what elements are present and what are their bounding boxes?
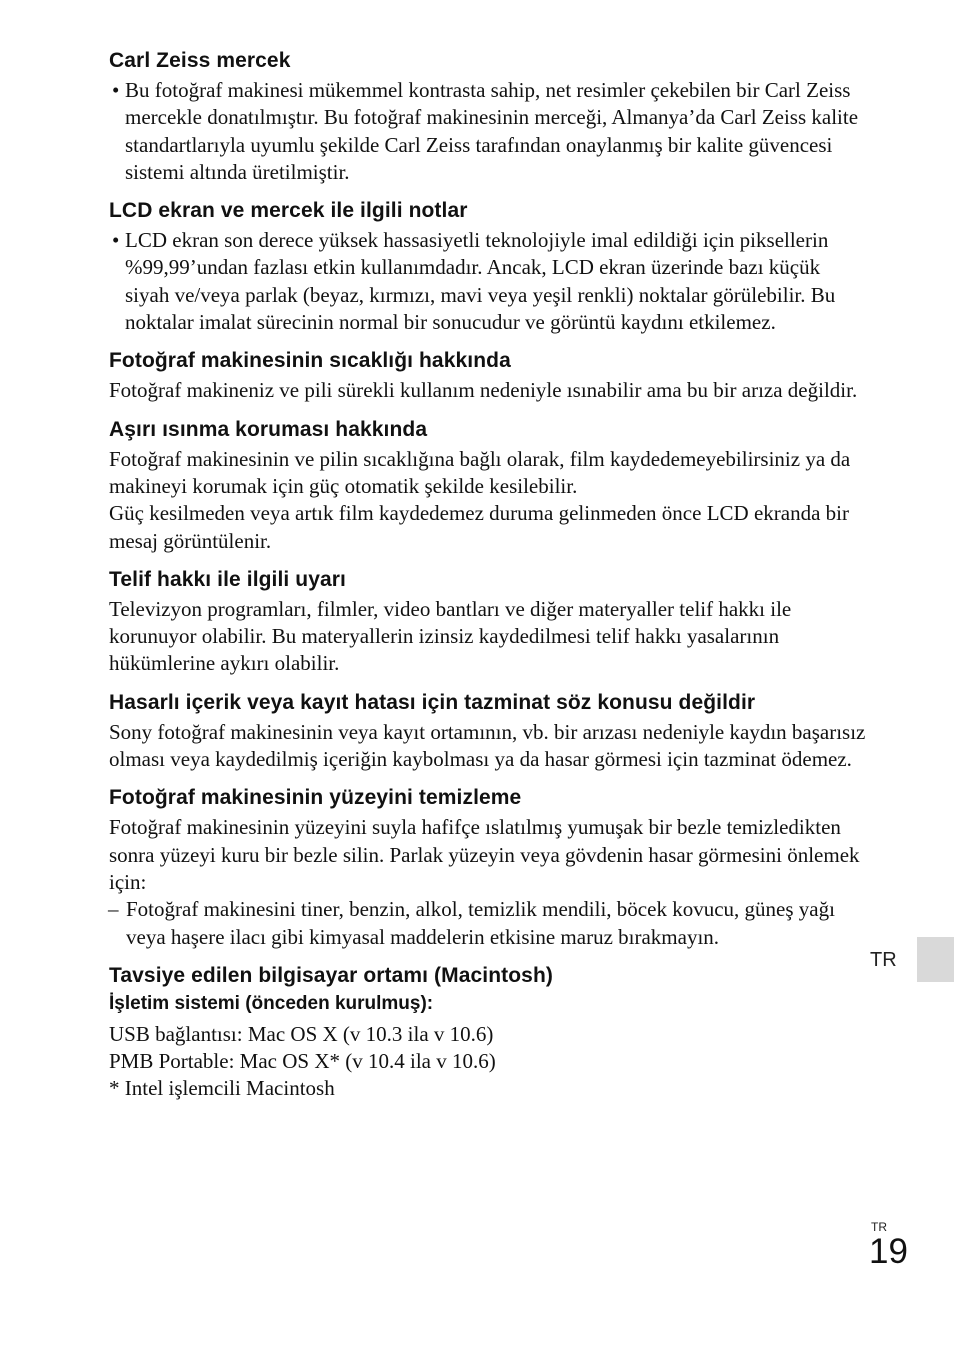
language-side-tab: [917, 937, 954, 982]
manual-page-content: [109, 48, 869, 1110]
bullet-list: [109, 227, 869, 336]
dash-item: – Fotoğraf makinesini tiner, benzin, alkol, temizlik mendili, böcek kovucu, güneş yağı veya haşere ilacı gibi kimyasal maddelerin etkisine maruz bırakmayın.: [109, 896, 869, 951]
section-copyright-warning: [109, 567, 869, 678]
section-no-compensation: [109, 690, 869, 774]
section-heading: Hasarlı içerik veya kayıt hatası için tazminat söz konusu değildir: [109, 690, 756, 714]
subsection-heading: İşletim sistemi (önceden kurulmuş):: [109, 992, 434, 1014]
section-heading: Tavsiye edilen bilgisayar ortamı (Macintosh): [109, 963, 553, 987]
spec-line: PMB Portable: Mac OS X* (v 10.4 ila v 10.6): [109, 1049, 496, 1074]
section-recommended-mac-environment: [109, 963, 869, 1103]
paragraph: Güç kesilmeden veya artık film kaydedemez duruma gelinmeden önce LCD ekranda bir mesaj görüntülenir.: [109, 501, 849, 553]
section-heading: Fotoğraf makinesinin sıcaklığı hakkında: [109, 349, 511, 373]
page-language-code: TR: [871, 1220, 887, 1234]
paragraph: Televizyon programları, filmler, video bantları ve diğer materyaller telif hakkı ile korunuyor olabilir. Bu materyallerin izinsiz kaydedilmesi telif hakkı yasalarının hükümlerine aykırı olabilir.: [109, 596, 792, 676]
section-heading: Fotoğraf makinesinin yüzeyini temizleme: [109, 786, 522, 810]
paragraph: Sony fotoğraf makinesinin veya kayıt ortamının, vb. bir arızası nedeniyle kaydın başarısız olması veya kaydedilmiş içeriğin kaybolması ya da hasar görmesi için tazminat ödemez.: [109, 719, 866, 772]
section-carl-zeiss: [109, 48, 869, 186]
paragraph: Fotoğraf makinesinin ve pilin sıcaklığına bağlı olarak, film kaydedemeyebilirsiniz ya da makineyi korumak için güç otomatik şekilde kesilebilir.: [109, 446, 851, 498]
section-heading: Aşırı ısınma koruması hakkında: [109, 417, 428, 441]
section-heading: Telif hakkı ile ilgili uyarı: [109, 567, 346, 591]
page-number: 19: [869, 1232, 908, 1271]
dash-list: [109, 896, 869, 951]
section-heading: LCD ekran ve mercek ile ilgili notlar: [109, 199, 468, 223]
section-cleaning-surface: [109, 785, 869, 950]
language-side-label: TR: [870, 949, 897, 971]
bullet-item: • Bu fotoğraf makinesi mükemmel kontrasta sahip, net resimler çekebilen bir Carl Zeiss mercekle donatılmıştır. Bu fotoğraf makinesinin merceği, Almanya’da Carl Zeiss kalite standartlarıyla uyumlu şekilde Carl Zeiss tarafından onaylanmış bir kalite güvencesi sistemi altında üretilmiştir.: [109, 77, 869, 186]
footnote: * Intel işlemcili Macintosh: [109, 1076, 335, 1101]
bullet-item: • LCD ekran son derece yüksek hassasiyetli teknolojiyle imal edildiği için piksellerin %99,99’undan fazlası etkin kullanımdadır. Ancak, LCD ekran üzerinde bazı küçük siyah ve/veya parlak (beyaz, kırmızı, mavi veya yeşil renkli) noktalar görülebilir. Bu noktalar imalat sürecinin normal bir sonucudur ve görüntü kaydını etkilemez.: [109, 227, 869, 336]
spec-line: USB bağlantısı: Mac OS X (v 10.3 ila v 10.6): [109, 1021, 494, 1046]
section-lcd-notes: [109, 198, 869, 336]
section-overheat-protection: [109, 417, 869, 555]
section-heading: Carl Zeiss mercek: [109, 49, 291, 72]
paragraph: Fotoğraf makinesinin yüzeyini suyla hafifçe ıslatılmış yumuşak bir bezle temizledikten sonra yüzeyi kuru bir bezle silin. Parlak yüzeyin veya gövdenin hasar görmesini önlemek için:: [109, 815, 860, 894]
paragraph: Fotoğraf makineniz ve pili sürekli kullanım nedeniyle ısınabilir ama bu bir arıza değildir.: [109, 378, 858, 403]
bullet-list: [109, 77, 869, 186]
section-camera-temperature: [109, 348, 869, 404]
